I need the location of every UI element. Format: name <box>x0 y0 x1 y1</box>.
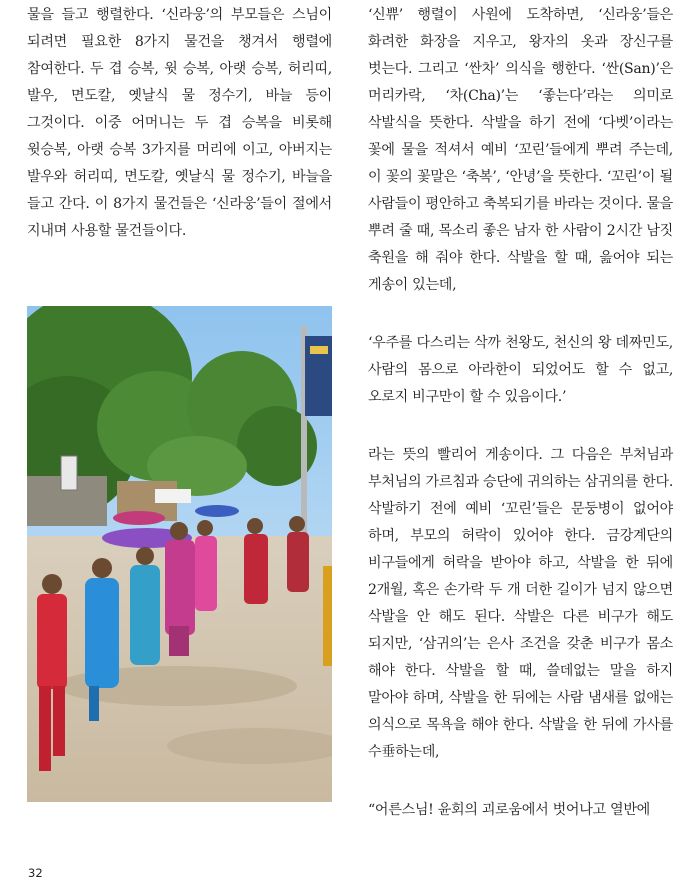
left-paragraph: 물을 들고 행렬한다. ‘신라웅’의 부모들은 스님이 되려면 필요한 8가지 물건을 챙겨서 행렬에 참여한다. 두 겹 승복, 윗 승복, 아랫 승복, 허리띠, 발우, 면도칼, 옛날식 물 정수기, 바늘 등이 그것이다. 이중 어머니는 두 겹 승복을 비롯해 윗승복, 아랫 승복 3가지를 머리에 이고, 아버지는 발우와 허리띠, 면도칼, 옛날식 물 정수기, 바늘을 들고 간다. 이 8가지 물건들은 ‘신라웅’들이 절에서 지내며 사용할 물건들이다. <box>27 7 332 239</box>
right-column <box>368 2 673 855</box>
left-column <box>27 2 332 276</box>
procession-photo <box>27 306 332 802</box>
right-paragraph-4: “어른스님! 윤회의 괴로움에서 벗어나고 열반에 <box>368 802 650 818</box>
right-paragraph-1: ‘신쀼’ 행렬이 사원에 도착하면, ‘신라웅’들은 화려한 화장을 지우고, 왕자의 옷과 장신구를 벗는다. 그리고 ‘싼차’ 의식을 행한다. ‘싼(San)’은 머리카락, ‘차(Cha)’는 ‘좋는다’라는 의미로 삭발식을 뜻한다. 삭발을 하기 전에 ‘다벳’이라는 꽃에 물을 적셔서 예비 ‘꼬린’들에게 뿌려 주는데, 이 꽃의 꽃말은 ‘축복’, ‘안녕’을 뜻한다. ‘꼬린’이 될 사람들이 평안하고 축복되기를 바라는 것이다. 물을 뿌려 줄 때, 목소리 좋은 남자 한 사람이 2시간 남짓 축원을 해 줘야 한다. 삭발을 할 때, 읊어야 되는 게송이 있는데, <box>368 7 673 293</box>
right-paragraph-quote: ‘우주를 다스리는 삭까 천왕도, 천신의 왕 데짜민도, 사람의 몸으로 아라한이 되었어도 할 수 없고, 오로지 비구만이 할 수 있음이다.’ <box>368 335 673 405</box>
page-number: 32 <box>28 866 43 880</box>
procession-photo-image <box>27 306 332 802</box>
right-paragraph-3: 라는 뜻의 빨리어 게송이다. 그 다음은 부처님과 부처님의 가르침과 승단에 귀의하는 삼귀의를 한다. 삭발하기 전에 예비 ‘꼬린’들은 문둥병이 없어야 하며, 부모의 허락이 있어야 한다. 금강계단의 비구들에게 허락을 받아야 하고, 삭발을 한 뒤에 2개월, 혹은 손가락 두 개 더한 길이가 넘지 않으면 삭발을 안 해도 된다. 삭발은 다른 비구가 해도 되지만, ‘삼귀의’는 은사 조건을 갖춘 비구가 몸소 해야 한다. 삭발을 할 때, 쓸데없는 말을 하지 말아야 하며, 삭발을 한 뒤에는 사람 냄새를 없애는 의식으로 목욕을 해야 한다. 삭발을 한 뒤에 가사를 수垂하는데, <box>368 447 673 760</box>
